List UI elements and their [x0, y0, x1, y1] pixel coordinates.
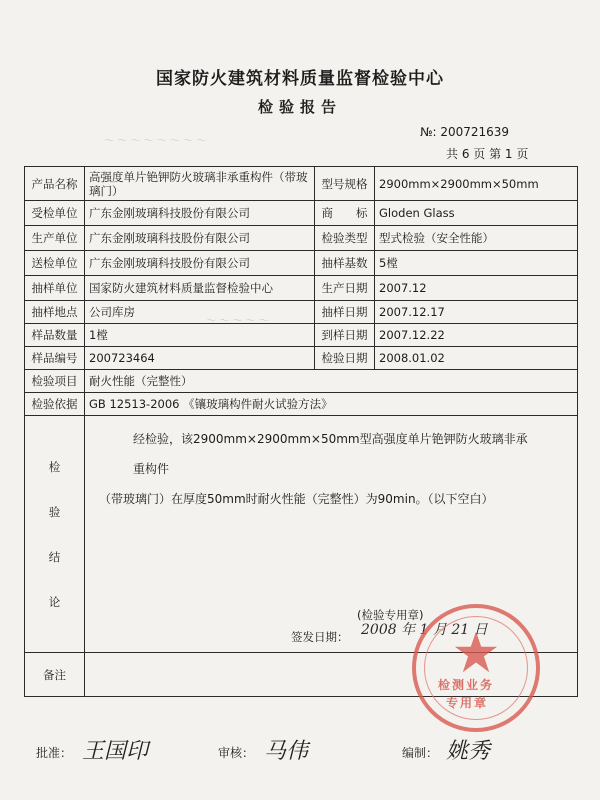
sample-base-value: 5樘 [375, 251, 578, 276]
client-label: 受检单位 [25, 201, 85, 226]
sample-date-label: 抽样日期 [315, 301, 375, 324]
compile-signature: 姚秀 [446, 739, 491, 764]
test-basis-label: 检验依据 [25, 393, 85, 416]
test-type-value: 型式检验（安全性能） [375, 226, 578, 251]
approve-label: 批准： [36, 746, 73, 760]
conclusion-label [25, 416, 85, 653]
approve-signature: 王国印 [82, 739, 149, 764]
compile-label: 编制： [402, 746, 439, 760]
conclusion-line: 经检验，该2900mm×2900mm×50mm型高强度单片铯钾防火玻璃非承重构件 [133, 432, 528, 476]
conclusion-label-char: 结 [48, 549, 61, 564]
table-row [25, 347, 578, 370]
star-icon [454, 630, 498, 674]
test-type-label: 检验类型 [315, 226, 375, 251]
table-row [25, 370, 578, 393]
stamp-text: 检测业务 [438, 678, 495, 692]
conclusion-label-char: 检 [48, 459, 61, 474]
sample-number-label: 样品编号 [25, 347, 85, 370]
conclusion-text [99, 424, 529, 514]
sender-value: 广东金刚玻璃科技股份有限公司 [85, 251, 315, 276]
sample-place-label: 抽样地点 [25, 301, 85, 324]
page-info: 共 6 页 第 1 页 [446, 147, 529, 161]
table-row [25, 324, 578, 347]
table-row [25, 201, 578, 226]
producer-label: 生产单位 [25, 226, 85, 251]
sample-date-value: 2007.12.17 [375, 301, 578, 324]
sender-label: 送检单位 [25, 251, 85, 276]
sample-number-value: 200723464 [85, 347, 315, 370]
producer-value: 广东金刚玻璃科技股份有限公司 [85, 226, 315, 251]
conclusion-line: （带玻璃门）在厚度50mm时耐火性能（完整性）为90min。（以下空白） [99, 492, 494, 506]
sample-place-value: 公司库房 [85, 301, 315, 324]
table-row [25, 167, 578, 201]
sampler-value: 国家防火建筑材料质量监督检验中心 [85, 276, 315, 301]
production-date-value: 2007.12 [375, 276, 578, 301]
test-basis-value: GB 12513-2006 《镶玻璃构件耐火试验方法》 [85, 393, 578, 416]
table-row [25, 276, 578, 301]
test-item-label: 检验项目 [25, 370, 85, 393]
table-row [25, 393, 578, 416]
remark-label: 备注 [25, 653, 85, 697]
sign-date-value: 2008 年 1 月 21 日 [361, 622, 488, 638]
table-row [25, 301, 578, 324]
quantity-value: 1樘 [85, 324, 315, 347]
model-value: 2900mm×2900mm×50mm [375, 167, 578, 201]
product-name-value: 高强度单片铯钾防火玻璃非承重构件（带玻璃门） [85, 167, 315, 201]
review-label: 审核： [218, 746, 255, 760]
arrival-date-value: 2007.12.22 [375, 324, 578, 347]
production-date-label: 生产日期 [315, 276, 375, 301]
report-number: №: 200721639 [420, 125, 510, 139]
table-row [25, 251, 578, 276]
org-title: 国家防火建筑材料质量监督检验中心 [156, 69, 444, 89]
test-item-value: 耐火性能（完整性） [85, 370, 578, 393]
conclusion-label-char: 论 [48, 594, 61, 609]
table-row [25, 226, 578, 251]
arrival-date-label: 到样日期 [315, 324, 375, 347]
test-date-label: 检验日期 [315, 347, 375, 370]
brand-value: Gloden Glass [375, 201, 578, 226]
stamp-note: (检验专用章) [357, 608, 424, 622]
bleed-through-text: ～ ～ ～ ～ ～ ～ ～ ～ [104, 136, 207, 147]
conclusion-label-char: 验 [48, 504, 61, 519]
sign-date-label: 签发日期： [291, 630, 349, 644]
report-title: 检验报告 [257, 98, 342, 116]
model-label: 型号规格 [315, 167, 375, 201]
client-value: 广东金刚玻璃科技股份有限公司 [85, 201, 315, 226]
bleed-through-text: ～ ～ ～ ～ ～ [206, 316, 269, 327]
test-date-value: 2008.01.02 [375, 347, 578, 370]
quantity-label: 样品数量 [25, 324, 85, 347]
official-stamp [412, 604, 540, 732]
product-name-label: 产品名称 [25, 167, 85, 201]
stamp-text: 专用章 [446, 696, 489, 710]
sampler-label: 抽样单位 [25, 276, 85, 301]
review-signature: 马伟 [264, 739, 309, 764]
brand-label: 商 标 [315, 201, 375, 226]
sample-base-label: 抽样基数 [315, 251, 375, 276]
